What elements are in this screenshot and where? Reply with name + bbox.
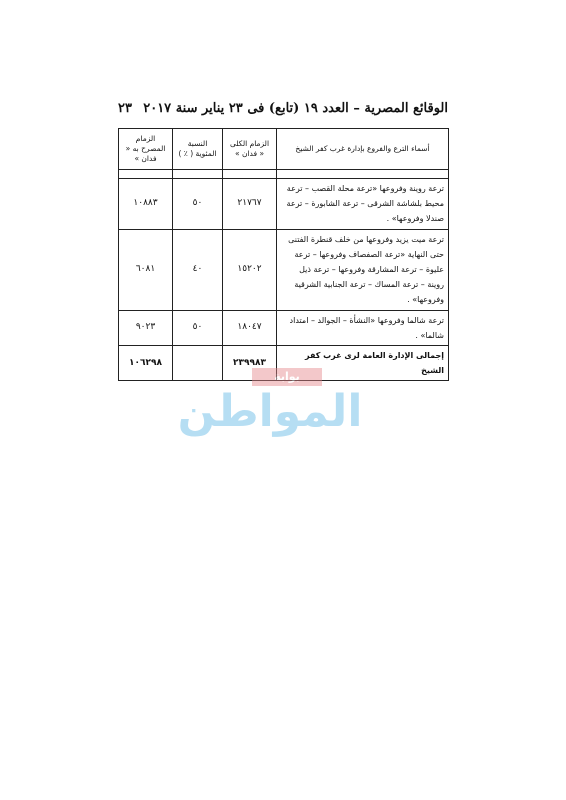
licensed-area-value: ١٠٨٨٣ [119,179,173,230]
column-header-names: أسماء الترع والفروع بإدارة غرب كفر الشيخ [277,129,449,170]
column-header-total-area: الزمام الكلى « فدان » [223,129,277,170]
percentage-value: ٥٠ [173,310,223,345]
table-row [119,229,449,310]
gazette-title: الوقائع المصرية – العدد ١٩ (تابع) فى ٢٣ يناير سنة ٢٠١٧ [143,101,448,116]
column-header-licensed-area: الزمام المصرح به « فدان » [119,129,173,170]
total-area-value: ١٥٢٠٢ [223,229,277,310]
watermark-badge: بوابة [252,368,322,386]
table-row [119,310,449,345]
page-number: ٢٣ [118,101,132,116]
watermark-logo [160,368,380,440]
canal-name: ترعة ميت يزيد وفروعها من خلف قنطرة الفتنى حتى النهاية «ترعة الصفصاف وفروعها – ترعة عليوة – ترعة المشارقة وفروعها – ترعة ذيل روينة – ترعة المساك – ترعة الجنابية الشرقية وفروعها» . [277,229,449,310]
total-area-sum: ٢٣٩٩٨٣ [223,345,277,380]
percentage-value: ٤٠ [173,229,223,310]
column-header-percentage: النسبة المئوية ( ٪ ) [173,129,223,170]
canals-table [118,128,449,381]
table-header-row [119,129,449,170]
page-header [118,101,448,125]
licensed-area-value: ٩٠٢٣ [119,310,173,345]
licensed-area-sum: ١٠٦٢٩٨ [119,345,173,380]
canal-name: ترعة روينة وفروعها «ترعة محلة القصب – ترعة محيط بلشاشة الشرقى – ترعة الشابورة – ترعة صندلا وفروعها» . [277,179,449,230]
canal-name: ترعة شالما وفروعها «النشأة – الجوالد – امتداد شالما» . [277,310,449,345]
total-area-value: ٢١٧٦٧ [223,179,277,230]
spacer-row [119,170,449,179]
total-label: إجمالى الإدارة العامة لرى غرب كفر الشيخ [277,345,449,380]
licensed-area-value: ٦٠٨١ [119,229,173,310]
watermark-text: المواطن [177,386,363,437]
table-row [119,179,449,230]
percentage-value: ٥٠ [173,179,223,230]
total-area-value: ١٨٠٤٧ [223,310,277,345]
